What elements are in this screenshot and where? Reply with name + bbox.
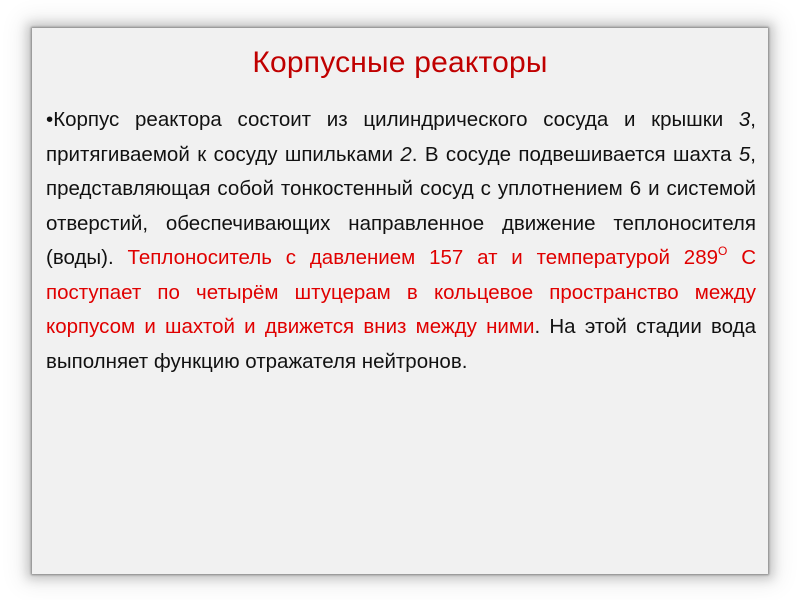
text-part-5: . На этой стадии вода выполняет функцию отражателя нейтронов. [46,315,757,373]
text-part-2: , притягиваемой к сосуду шпильками [46,108,756,166]
ref-number-2: 2 [400,142,412,166]
highlight-text-2: С поступает по четырём штуцерам в кольцевое пространство между корпусом и шахтой и движется вниз между ними [46,246,756,338]
text-part-1: Корпус реактора состоит из цилиндрического сосуда и крышки [53,108,739,131]
body-paragraph [46,103,756,379]
slide-title: Корпусные реакторы [252,46,548,79]
text-part-4: , представляющая собой тонкостенный сосуд с уплотнением 6 и системой отверстий, обеспечивающих направленное движение теплоносителя (воды). [46,142,756,269]
degree-superscript: O [718,244,728,258]
ref-number-5: 5 [738,142,751,166]
text-part-3: . В сосуде подвешивается шахта [411,142,739,166]
ref-number-3: 3 [738,108,751,131]
highlight-text-1: Теплоноситель с давлением 157 ат и температурой 289 [127,246,719,269]
slide-frame [32,28,768,574]
bullet: • [46,108,54,131]
